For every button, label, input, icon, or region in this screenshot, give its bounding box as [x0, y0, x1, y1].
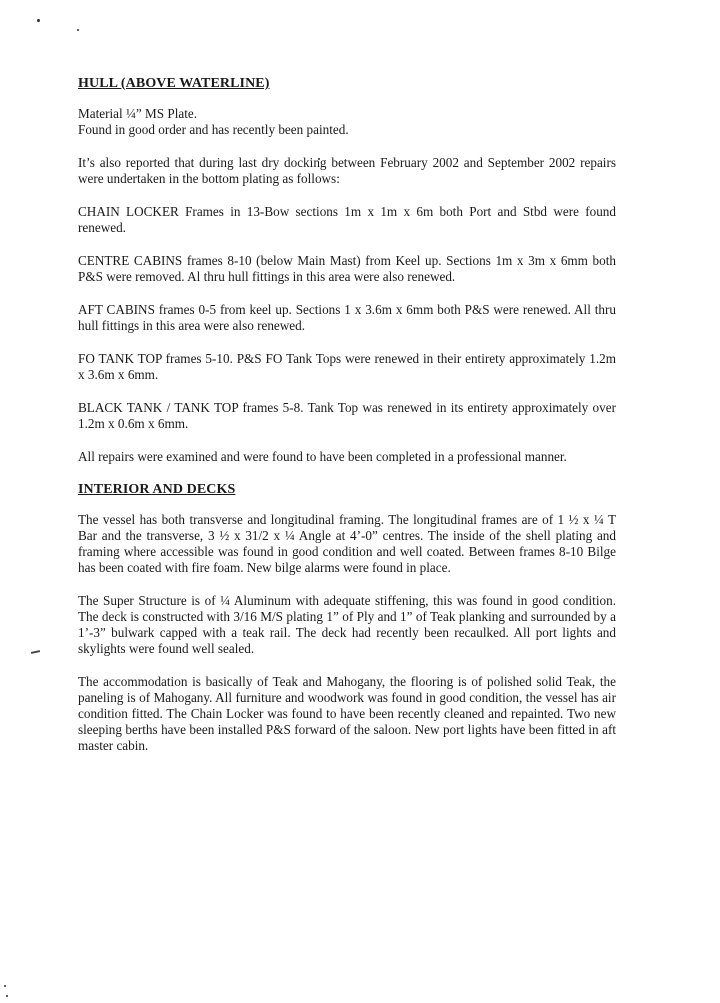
section-heading-interior: INTERIOR AND DECKS [78, 482, 236, 497]
scan-speck [4, 985, 6, 987]
material-paragraph [78, 106, 616, 138]
material-line: Material ¼” MS Plate. [78, 106, 198, 121]
scan-speck [6, 995, 8, 997]
chain-locker-paragraph: CHAIN LOCKER Frames in 13-Bow sections 1m x 1m x 6m both Port and Stbd were found renewed. [78, 204, 616, 235]
fo-tank-top-paragraph: FO TANK TOP frames 5-10. P&S FO Tank Tops were renewed in their entirety approximately 1.2m x 3.6m x 6mm. [78, 351, 616, 382]
scan-mark [31, 650, 40, 654]
accommodation-paragraph: The accommodation is basically of Teak and Mahogany, the flooring is of polished solid Teak, the paneling is of Mahogany. All furniture and woodwork was found in good condition, the vessel has air condition fitted. The Chain Locker was found to have been recently cleaned and repainted. Two new sleeping berths have been installed P&S forward of the saloon. New port lights have been fitted in aft master cabin. [78, 674, 616, 753]
centre-cabins-paragraph: CENTRE CABINS frames 8-10 (below Main Mast) from Keel up. Sections 1m x 3m x 6mm both P&S were removed. Al thru hull fittings in this area were also renewed. [78, 253, 616, 284]
dry-docking-paragraph: It’s also reported that during last dry docking between February 2002 and September 2002 repairs were undertaken in the bottom plating as follows: [78, 155, 616, 186]
condition-line: Found in good order and has recently been painted. [78, 122, 349, 137]
repairs-examined-paragraph: All repairs were examined and were found to have been completed in a professional manner. [78, 449, 567, 464]
scan-speck [37, 19, 40, 22]
aft-cabins-paragraph: AFT CABINS frames 0-5 from keel up. Sections 1 x 3.6m x 6mm both P&S were renewed. All thru hull fittings in this area were also renewed. [78, 302, 616, 333]
black-tank-paragraph: BLACK TANK / TANK TOP frames 5-8. Tank Top was renewed in its entirety approximately over 1.2m x 0.6m x 6mm. [78, 400, 616, 431]
section-heading-hull: HULL (ABOVE WATERLINE) [78, 76, 270, 91]
scan-speck [77, 29, 79, 31]
framing-paragraph: The vessel has both transverse and longitudinal framing. The longitudinal frames are of 1 ½ x ¼ T Bar and the transverse, 3 ½ x 31/2 x ¼ Angle at 4’-0” centres. The inside of the shell plating and framing where accessible was found in good condition and well coated. Between frames 8-10 Bilge has been coated with fire foam. New bilge alarms were found in place. [78, 512, 616, 575]
document-body [78, 76, 616, 754]
superstructure-paragraph: The Super Structure is of ¼ Aluminum with adequate stiffening, this was found in good condition. The deck is constructed with 3/16 M/S plating 1” of Ply and 1” of Teak planking and surrounded by a 1’-3” bulwark capped with a teak rail. The deck had recently been recaulked. All port lights and skylights were found well sealed. [78, 593, 616, 656]
